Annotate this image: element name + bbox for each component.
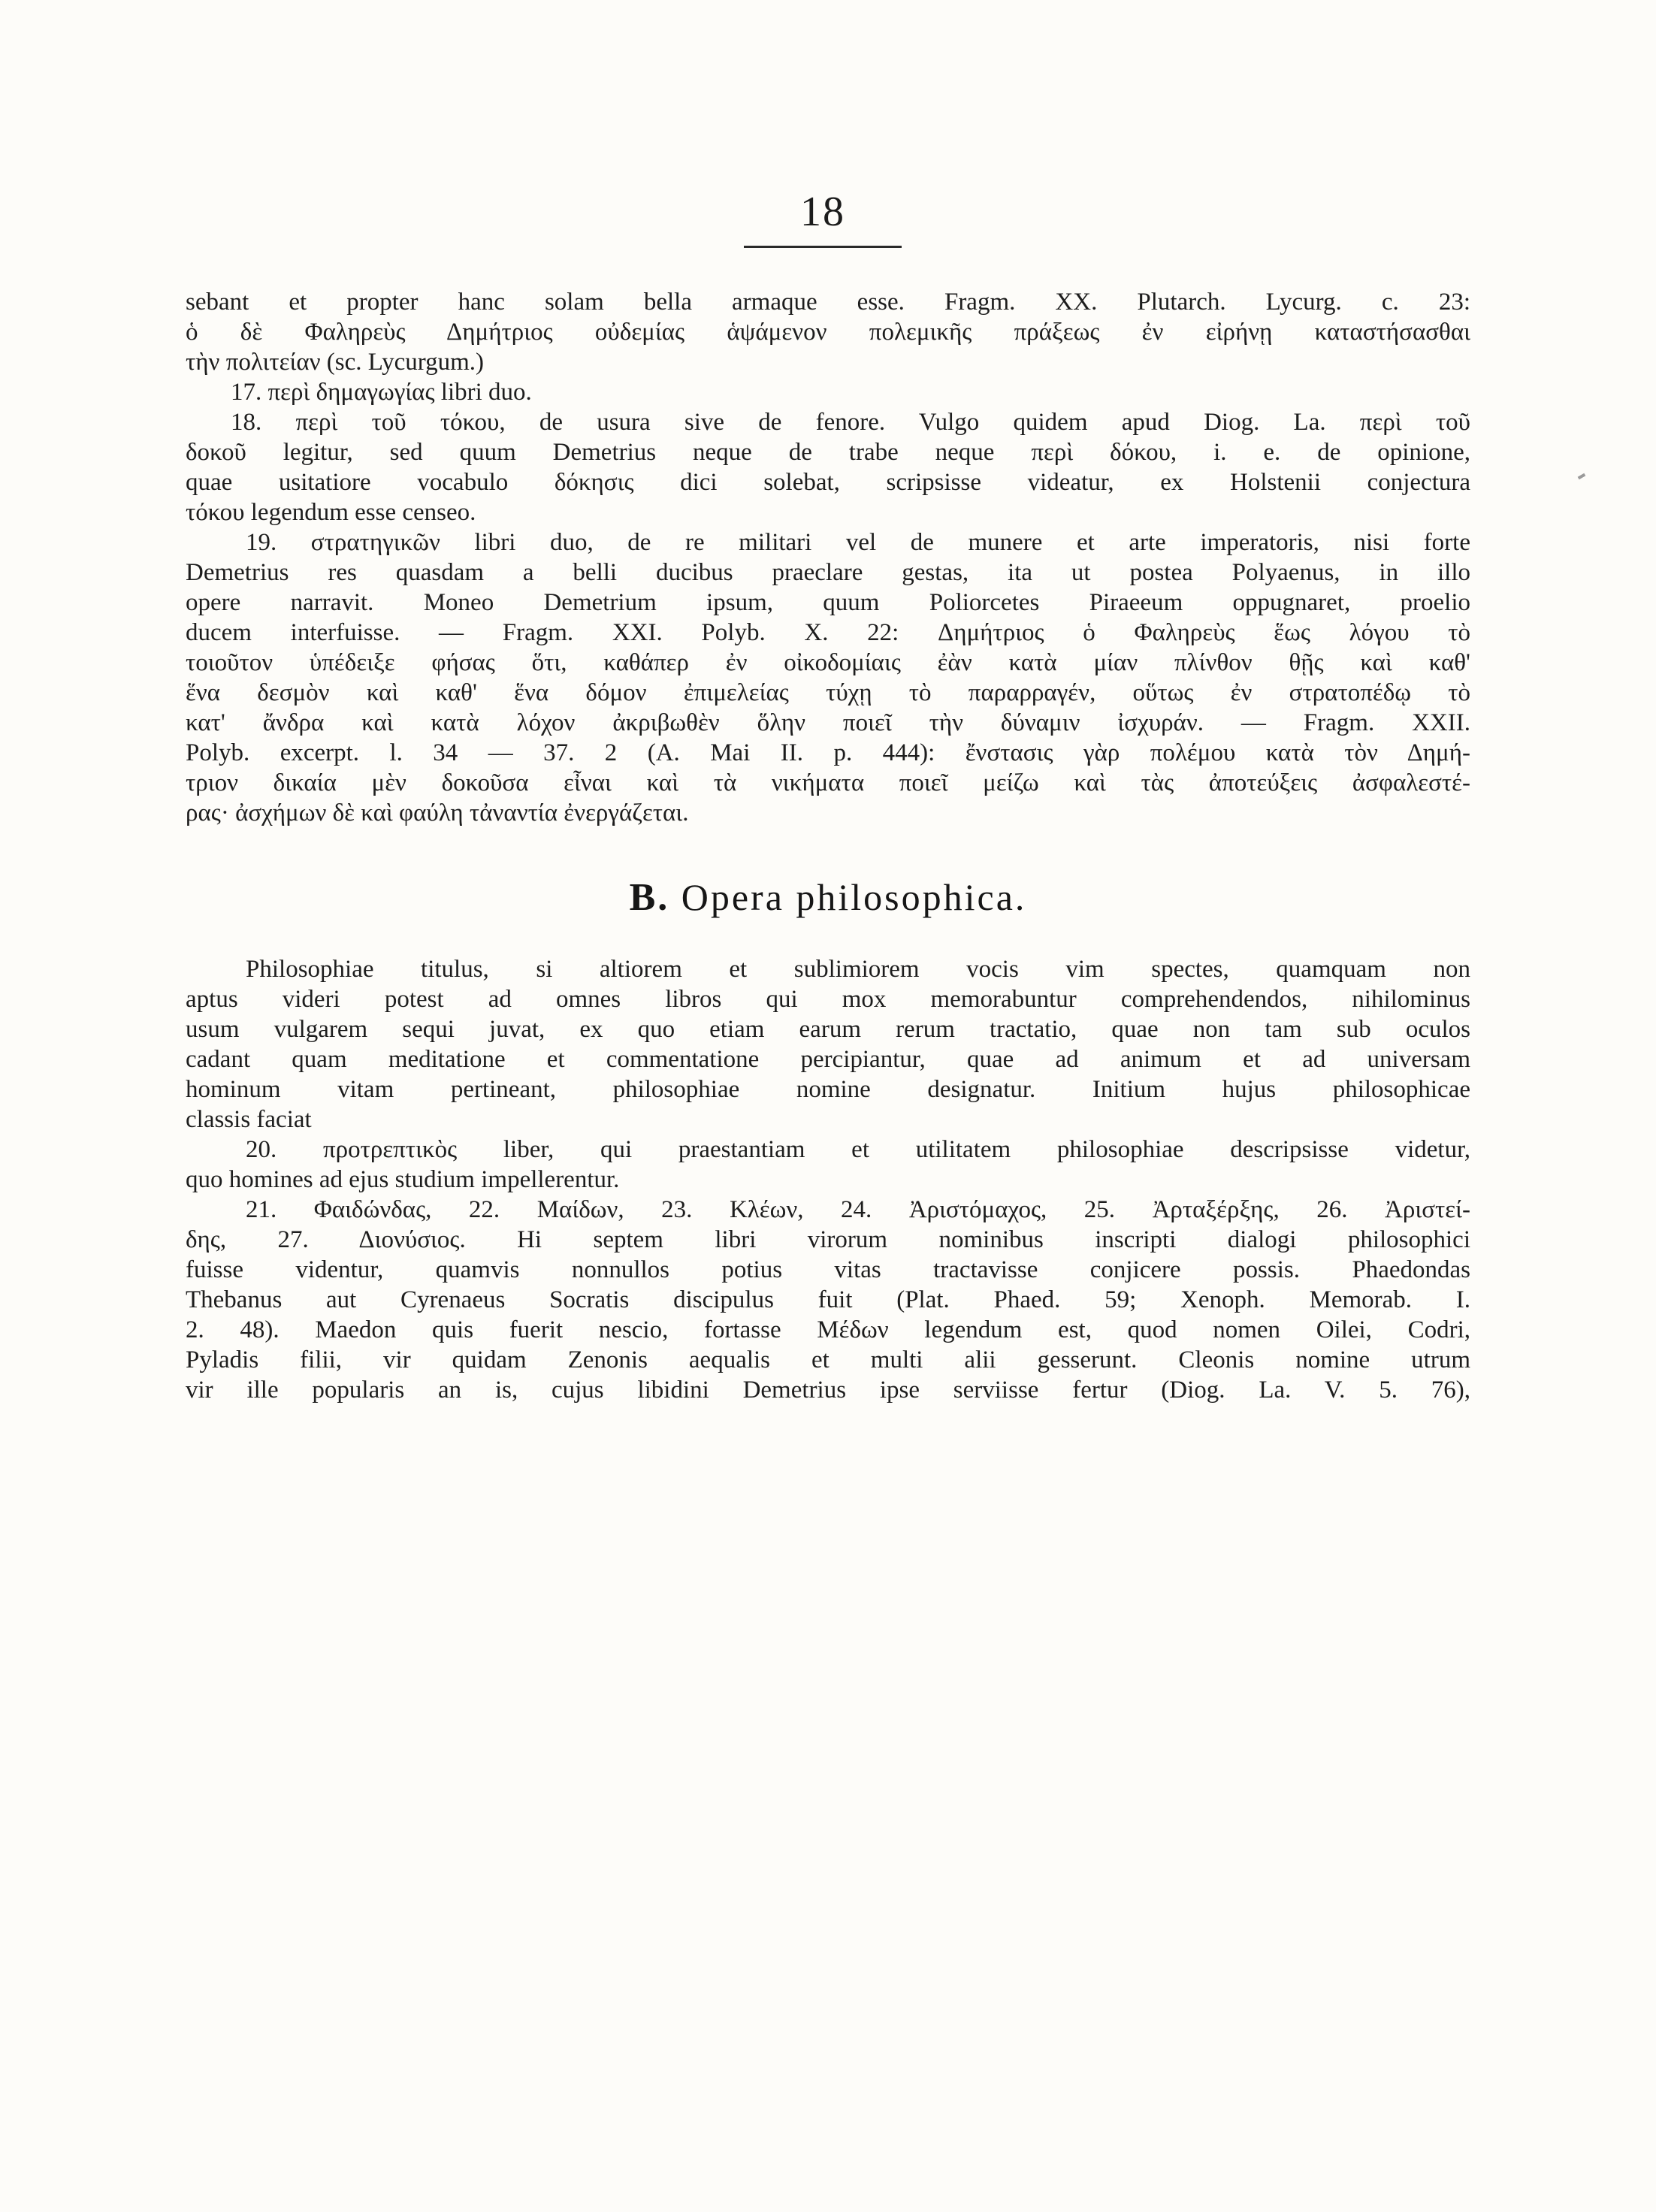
text-line: τριον δικαία μὲν δοκοῦσα εἶναι καὶ τὰ νικήματα ποιεῖ μείζω καὶ τὰς ἀποτεύξεις ἀσφαλεστέ- (186, 769, 1470, 796)
text-line: τοιοῦτον ὑπέδειξε φήσας ὅτι, καθάπερ ἐν οἰκοδομίαις ἐὰν κατὰ μίαν πλίνθον θῇς καὶ καθ' (186, 649, 1470, 676)
text-line: Demetrius res quasdam a belli ducibus praeclare gestas, ita ut postea Polyaenus, in illo (186, 559, 1470, 586)
page-number: 18 (800, 189, 845, 235)
text-line: aptus videri potest ad omnes libros qui mox memorabuntur comprehendendos, nihilominus (186, 986, 1470, 1013)
text-line: κατ' ἄνδρα καὶ κατὰ λόχον ἀκριβωθὲν ὅλην ποιεῖ τὴν δύναμιν ἰσχυράν. — Fragm. XXII. (186, 709, 1470, 736)
text-line: Thebanus aut Cyrenaeus Socratis discipulus fuit (Plat. Phaed. 59; Xenoph. Memorab. I. (186, 1286, 1470, 1313)
text-line: quo homines ad ejus studium impellerentur. (186, 1166, 620, 1193)
text-line: 19. στρατηγικῶν libri duo, de re militari vel de munere et arte imperatoris, nisi forte (246, 529, 1470, 556)
text-line: 2. 48). Maedon quis fuerit nescio, fortasse Μέδων legendum est, quod nomen Oilei, Codri, (186, 1316, 1470, 1343)
text-line: ducem interfuisse. — Fragm. XXI. Polyb. X. 22: Δημήτριος ὁ Φαληρεὺς ἕως λόγου τὸ (186, 619, 1470, 646)
text-line: ὁ δὲ Φαληρεὺς Δημήτριος οὐδεμίας ἁψάμενον πολεμικῆς πράξεως ἐν εἰρήνῃ καταστήσασθαι (186, 319, 1470, 346)
section-heading (186, 860, 1470, 935)
text-line: opere narravit. Moneo Demetrium ipsum, quum Poliorcetes Piraeeum oppugnaret, proelio (186, 589, 1470, 616)
body-text (186, 287, 1470, 1405)
text-line: Polyb. excerpt. l. 34 — 37. 2 (A. Mai II. p. 444): ἔνστασις γὰρ πολέμου κατὰ τὸν Δημή- (186, 739, 1470, 766)
text-line: 18. περὶ τοῦ τόκου, de usura sive de fenore. Vulgo quidem apud Diog. La. περὶ τοῦ (231, 409, 1470, 436)
text-line: δοκοῦ legitur, sed quum Demetrius neque de trabe neque περὶ δόκου, i. e. de opinione, (186, 439, 1470, 466)
page-number-rule (744, 246, 902, 248)
section-letter: B. (629, 876, 670, 919)
text-line: δης, 27. Διονύσιος. Hi septem libri virorum nominibus inscripti dialogi philosophici (186, 1226, 1470, 1253)
text-line: ρας· ἀσχήμων δὲ καὶ φαύλη τἀναντία ἐνεργάζεται. (186, 799, 689, 826)
text-line: fuisse videntur, quamvis nonnullos potius vitas tractavisse conjicere possis. Phaedondas (186, 1256, 1470, 1283)
margin-mark (1578, 473, 1586, 479)
text-line: τὴν πολιτείαν (sc. Lycurgum.) (186, 349, 485, 376)
text-line: 17. περὶ δημαγωγίας libri duo. (231, 379, 532, 406)
text-line: Pyladis filii, vir quidam Zenonis aequalis et multi alii gesserunt. Cleonis nomine utrum (186, 1346, 1470, 1373)
text-line: ἕνα δεσμὸν καὶ καθ' ἕνα δόμον ἐπιμελείας τύχῃ τὸ παραρραγέν, οὕτως ἐν στρατοπέδῳ τὸ (186, 679, 1470, 706)
text-line: classis faciat (186, 1106, 312, 1133)
section-title: Opera philosophica. (681, 876, 1027, 918)
text-line: Philosophiae titulus, si altiorem et sublimiorem vocis vim spectes, quamquam non (246, 956, 1470, 983)
spacer (186, 828, 1470, 860)
text-line: usum vulgarem sequi juvat, ex quo etiam earum rerum tractatio, quae non tam sub oculos (186, 1016, 1470, 1043)
text-line: 21. Φαιδώνδας, 22. Μαίδων, 23. Κλέων, 24. Ἀριστόμαχος, 25. Ἀρταξέρξης, 26. Ἀριστεί- (246, 1196, 1470, 1223)
text-line: sebant et propter hanc solam bella armaque esse. Fragm. XX. Plutarch. Lycurg. c. 23: (186, 289, 1470, 316)
text-line: vir ille popularis an is, cujus libidini Demetrius ipse serviisse fertur (Diog. La. V. 5. 76), (186, 1376, 1470, 1404)
spacer (186, 935, 1470, 954)
text-line: 20. προτρεπτικὸς liber, qui praestantiam et utilitatem philosophiae descripsisse videtur, (246, 1136, 1470, 1163)
text-line: quae usitatiore vocabulo δόκησις dici solebat, scripsisse videatur, ex Holstenii conjectura (186, 469, 1470, 496)
text-line: cadant quam meditatione et commentatione percipiantur, quae ad animum et ad universam (186, 1046, 1470, 1073)
text-line: hominum vitam pertineant, philosophiae nomine designatur. Initium hujus philosophicae (186, 1076, 1470, 1103)
text-line: τόκου legendum esse censeo. (186, 499, 476, 526)
